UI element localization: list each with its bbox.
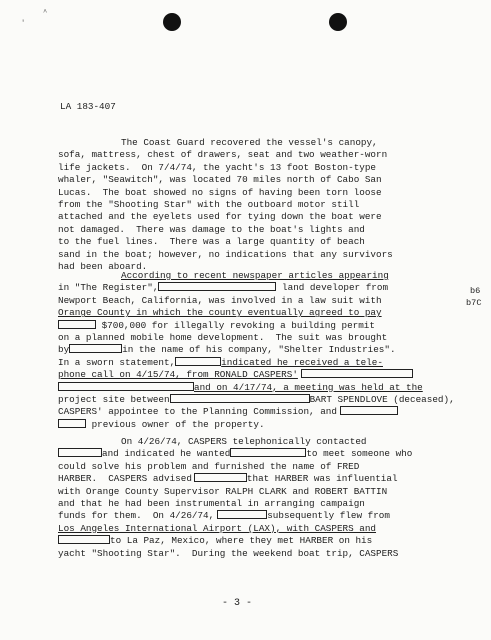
text-line: sofa, mattress, chest of drawers, seat and two weather-worn [58, 149, 388, 161]
redaction-box [175, 357, 221, 366]
text-line: sand in the boat; however, no indications that any survivors [58, 248, 393, 260]
text-line: $700,000 for illegally revoking a building permit [58, 320, 462, 332]
text-line: funds for them. On 4/26/74, subsequently flew from [58, 510, 390, 522]
text-line: Orange County in which the county eventually agreed to pay [58, 307, 382, 319]
exemption-code-b6: b6 [470, 286, 481, 296]
page-number: - 3 - [222, 598, 253, 609]
text-line: Los Angeles International Airport (LAX), with CASPERS and [58, 522, 377, 534]
text-line: whaler, "Seawitch", was located 70 miles north of Cabo San [58, 174, 382, 186]
redaction-box [230, 448, 306, 457]
redaction-box [217, 510, 267, 519]
redaction-box [58, 419, 86, 428]
punch-hole-left [163, 13, 181, 31]
redaction-box [58, 448, 102, 457]
text-line: not damaged. There was damage to the boat's lights and [58, 223, 365, 235]
text-line: CASPERS' appointee to the Planning Commission, and [58, 406, 462, 418]
text-line: could solve his problem and furnished the name of FRED [58, 460, 360, 472]
text-line: On 4/26/74, CASPERS telephonically contacted [121, 436, 367, 447]
text-line: on a planned mobile home development. The suit was brought [58, 332, 388, 344]
redaction-box [170, 394, 310, 403]
text-line: life jackets. On 7/4/74, the yacht's 13 foot Boston-type [58, 161, 377, 173]
text-line: from the "Shooting Star" with the outboard motor still [58, 199, 360, 211]
text-line: The Coast Guard recovered the vessel's canopy, [121, 137, 378, 148]
redaction-box [340, 406, 398, 415]
text-line: and on 4/17/74, a meeting was held at the [58, 382, 462, 394]
text-line: According to recent newspaper articles appearing [121, 270, 389, 281]
text-line: attached and the eyelets used for tying down the boat were [58, 211, 382, 223]
text-line: with Orange County Supervisor RALPH CLARK and ROBERT BATTIN [58, 485, 388, 497]
text-line: and that he had been instrumental in arranging campaign [58, 498, 365, 510]
punch-hole-right [329, 13, 347, 31]
redaction-box [194, 473, 247, 482]
margin-mark: ^ [43, 9, 48, 17]
text-line: had been aboard. [58, 261, 148, 273]
redaction-box [158, 282, 276, 291]
text-line: by in the name of his company, "Shelter Industries". [58, 344, 396, 356]
paragraph-coast-guard [58, 137, 462, 273]
text-line: previous owner of the property. [58, 419, 462, 431]
text-line: Newport Beach, California, was involved in a law suit with [58, 294, 382, 306]
margin-mark: ' [21, 20, 26, 28]
text-line: project site between BART SPENDLOVE (deceased), [58, 394, 455, 406]
text-line: In a sworn statement, indicated he received a tele- [58, 356, 383, 368]
redaction-box [58, 320, 96, 329]
text-line: HARBER. CASPERS advised that HARBER was influential [58, 473, 398, 485]
text-line: and indicated he wanted to meet someone who [58, 448, 462, 460]
paragraph-casper-contact [58, 436, 462, 560]
text-line: phone call on 4/15/74, from RONALD CASPERS' [58, 369, 462, 381]
redaction-box [58, 535, 110, 544]
text-line: yacht "Shooting Star". During the weekend boat trip, CASPERS [58, 547, 399, 559]
file-number: LA 183-407 [60, 101, 116, 112]
text-line: to La Paz, Mexico, where they met HARBER on his [58, 535, 462, 547]
text-line: Lucas. The boat showed no signs of having been torn loose [58, 186, 382, 198]
redaction-box [301, 369, 413, 378]
paragraph-newspaper [58, 270, 462, 431]
exemption-code-b7c: b7C [466, 298, 482, 308]
text-line: to the fuel lines. There was a large quantity of beach [58, 236, 365, 248]
text-line: in "The Register", land developer from [58, 282, 389, 294]
redaction-box [69, 344, 122, 353]
redaction-box [58, 382, 194, 391]
